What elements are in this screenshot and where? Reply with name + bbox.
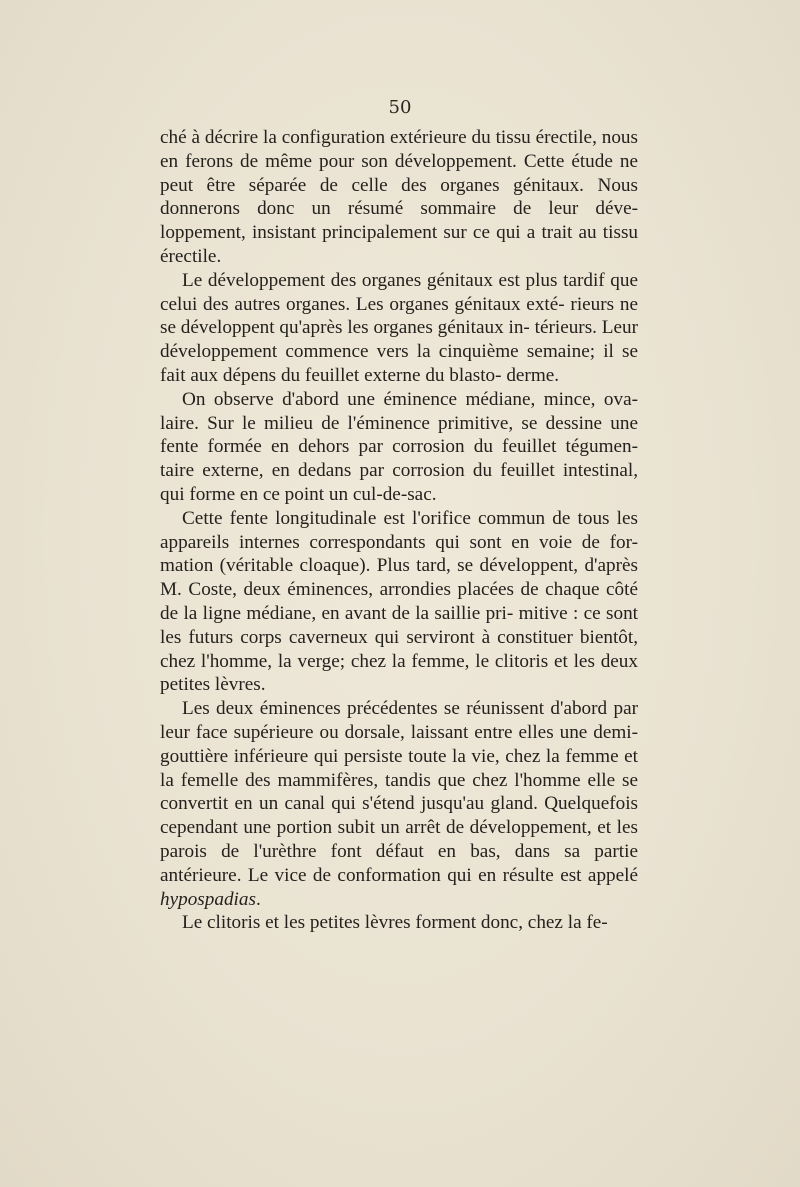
page-number: 50 bbox=[388, 97, 412, 118]
paragraph-2: Le développement des organes génitaux est plus tardif que celui des autres organes. Les organes génitaux exté- rieurs ne se développent qu'après les organes génitaux in- térieurs. Leur développement commence vers la cinquième semaine; il se fait aux dépens du feuillet externe du blasto- derme. bbox=[160, 269, 638, 386]
body-text bbox=[160, 126, 638, 935]
paragraph-6: Le clitoris et les petites lèvres forment donc, chez la fe- bbox=[182, 912, 608, 934]
paragraph-5-punct: . bbox=[255, 888, 261, 910]
paragraph-3: On observe d'abord une éminence médiane, mince, ova- laire. Sur le milieu de l'éminence primitive, se dessine une fente formée en dehors par corrosion du feuillet tégumen- taire externe, en dedans par corrosion du feuillet intestinal, qui forme en ce point un cul-de-sac. bbox=[160, 388, 638, 505]
italic-term: hypospadias bbox=[160, 888, 256, 910]
paragraph-5-text: Les deux éminences précédentes se réunissent d'abord par leur face supérieure ou dorsale, laissant entre elles une demi-gouttière inférieure qui persiste toute la vie, chez la femme et la femelle des mammifères, tandis que chez l'homme elle se convertit en un canal qui s'étend jusqu'au gland. Quelquefois cependant une portion subit un arrêt de développement, et les parois de l'urèthre font défaut en bas, dans sa partie antérieure. Le vice de conformation qui en résulte est appelé bbox=[160, 698, 638, 886]
paragraph-4: Cette fente longitudinale est l'orifice commun de tous les appareils internes correspondants qui sont en voie de for- mation (véritable cloaque). Plus tard, se développent, d'après M. Coste, deux éminences, arrondies placées de chaque côté de la ligne médiane, en avant de la saillie pri- mitive : ce sont les futurs corps caverneux qui serviront à constituer bientôt, chez l'homme, la verge; chez la femme, le clitoris et les deux petites lèvres. bbox=[160, 507, 638, 696]
paragraph-5 bbox=[160, 697, 638, 911]
paragraph-1: ché à décrire la configuration extérieure du tissu érectile, nous en ferons de même pour son développement. Cette étude ne peut être séparée de celle des organes génitaux. Nous donnerons donc un résumé sommaire de leur déve- loppement, insistant principalement sur ce qui a trait au tissu érectile. bbox=[160, 127, 638, 267]
